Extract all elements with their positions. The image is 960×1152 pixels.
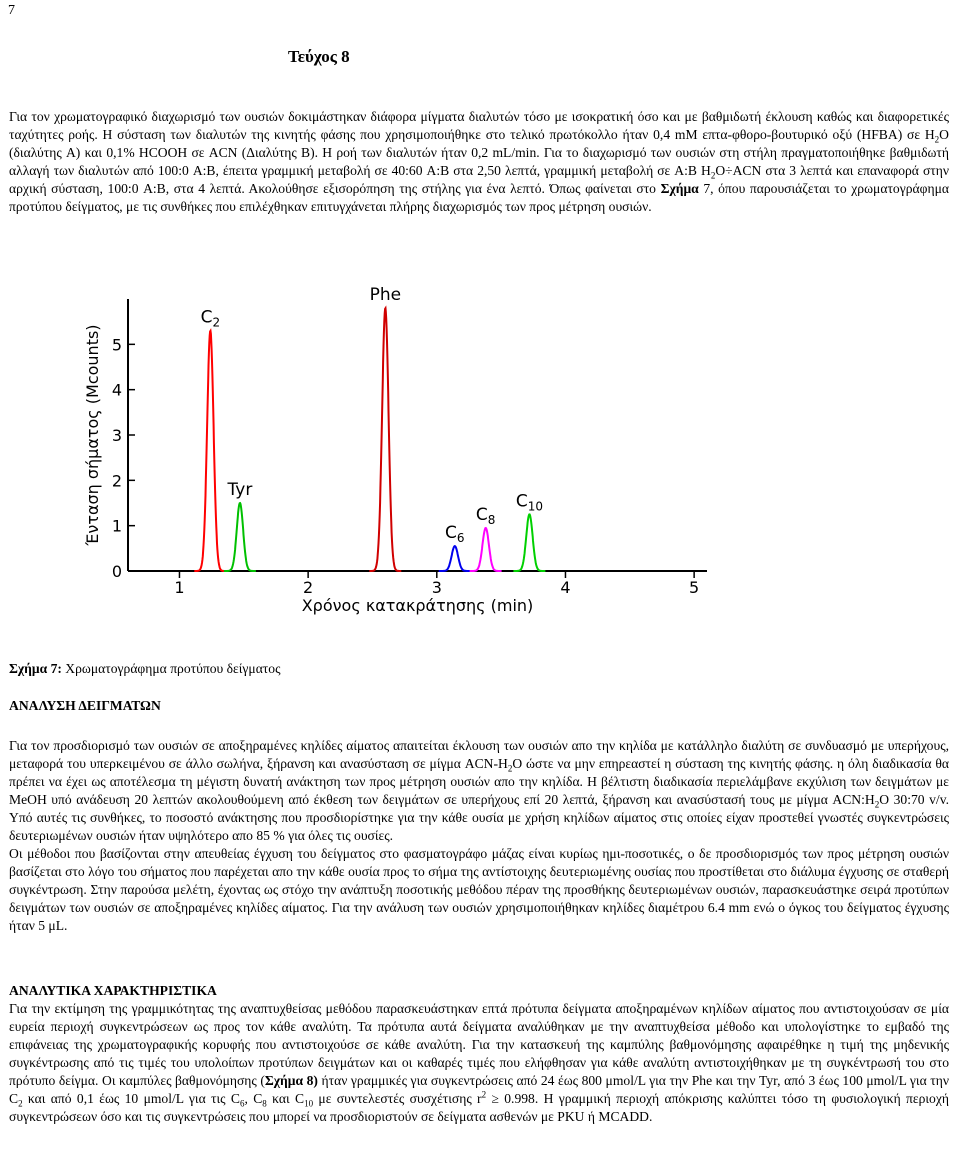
y-tick-label: 1 <box>111 516 122 536</box>
paragraph-linearity: Για την εκτίμηση της γραμμικότητας της αναπτυχθείσας μεθόδου παρασκευάστηκαν επτά πρότυπα δείγματα αποξηραμένων κηλίδων αίματος που αντιστοιχούσαν σε μία ευρεία περιοχή συγκεντρώσεων ως προς τον κάθε αναλύτη. Τα πρότυπα αυτά δείγματα αναλύθηκαν με την αναπτυχθείσα μέθοδο και υπολογίστηκε το εμβαδό της επιφάνειας της χρωματογραφικής κορυφής που αντιστοιχούσε σε κάθε αναλύτη. Για την κατασκευή της καμπύλης βαθμονόμησης αφαιρέθηκε η τιμή της μηδενικής συγκέντρωσης από τις τιμές του υπολοίπων προτύπων δειγμάτων και οι καθαρές τιμές που ελήφθησαν για κάθε αναλύτη αντιστοιχήθηκαν με τη συγκέντρωσή του στο πρότυπο δείγμα. Οι καμπύλες βαθμονόμησης (Σχήμα 8) ήταν γραμμικές για συγκεντρώσεις από 24 έως 800 μmol/L για την Phe και την Tyr, από 3 έως 100 μmol/L για την $C_2$ και από 0,1 έως 10 μmol/L για τις $C_6$, $C_8$ και $C_{10}$ με συντελεστές συσχέτισης $r^2 \ge 0.998$. Η γραμμική περιοχή απόκρισης καλύπτει τόσο τη φυσιολογική περιοχή συγκεντρώσεων όσο και τις συγκεντρώσεις που μπορεί να προσδιοριστούν σε δείγματα ασθενών με PKU ή MCADD. <box>9 1001 949 1124</box>
figure-caption-text: Χρωματογράφημα προτύπου δείγματος <box>61 661 281 676</box>
x-tick-label: 4 <box>560 578 571 597</box>
peak-tyr <box>224 503 256 571</box>
figure-ref: Σχήμα <box>660 181 699 196</box>
peak-c6 <box>439 546 471 571</box>
heading-analytical-characteristics: ΑΝΑΛΥΤΙΚΑ ΧΑΡΑΚΤΗΡΙΣΤΙΚΑ <box>9 983 217 998</box>
y-tick-label: 0 <box>111 562 122 581</box>
y-axis-label: Ένταση σήματος (Mcounts) <box>83 324 102 546</box>
y-tick-label: 5 <box>111 335 122 355</box>
figure-caption <box>9 660 280 678</box>
x-tick-label: 2 <box>303 578 314 597</box>
peak-label-phe: Phe <box>369 285 402 306</box>
peak-c8 <box>470 528 502 571</box>
x-tick-label: 1 <box>174 578 185 597</box>
x-axis-label: Χρόνος κατακράτησης (min) <box>301 596 534 615</box>
peak-label-c2: $C_2$ <box>200 307 221 330</box>
peak-phe <box>369 308 401 571</box>
paragraph-mobile-phase: Για τον χρωματογραφικό διαχωρισμό των ουσιών δοκιμάστηκαν διάφορα μίγματα διαλυτών τόσο με ισοκρατική όσο και με βαθμιδωτή έκλουση καθώς και διαφορετικές ταχύτητες ροής. Η σύσταση των διαλυτών της κινητής φάσης που χρησιμοποιήθηκε στο τελικό πρωτόκολλο ήταν 0,4 mM επτα-φθορο-βουτυρικό οξύ (HFBA) σε $H_2O$ (διαλύτης A) και 0,1% HCOOH σε ACN (Διαλύτης B). Η ροή των διαλυτών ήταν 0,2 mL/min. Για το διαχωρισμό των ουσιών στη στήλη πραγματοποιήθηκε βαθμιδωτή αλλαγή των διαλυτών από 100:0 A:B, έπειτα γραμμική μεταβολή σε 40:60 A:B στα 2,50 λεπτά, γραμμική μεταβολή σε A:B $H_2O\div ACN$ στα 3 λεπτά και επαναφορά στην αρχική σύσταση, 100:0 A:B, στα 4 λεπτά. Ακολούθησε εξισορόπηση της στήλης για ένα λεπτό. Όπως φαίνεται στο Σχήμα 7, όπου παρουσιάζεται το χρωματογράφημα προτύπου δείγματος, με τις συνθήκες που επιλέχθηκαν επιτυγχάνεται πλήρης διαχωρισμός των προς μέτρηση ουσιών. <box>9 109 949 214</box>
issue-title: Τεύχος 8 <box>288 47 350 66</box>
y-tick-label: 2 <box>111 471 122 491</box>
peak-c10 <box>513 514 545 571</box>
y-tick-label: 4 <box>111 380 122 400</box>
peak-label-c8: $C_8$ <box>475 504 496 527</box>
chromatogram-chart <box>80 275 720 615</box>
peak-label-tyr: Tyr <box>227 480 253 500</box>
peak-label-c10: $C_{10}$ <box>515 491 544 514</box>
figure-ref-8: Σχήμα 8) <box>264 1073 318 1088</box>
paragraph-sample-analysis: Για τον προσδιορισμό των ουσιών σε αποξηραμένες κηλίδες αίματος απαιτείται έκλουση των ουσιών απο την κηλίδα με κατάλληλο διαλύτη σε συνδυασμό με υπερήχους, μεταφορά του υπερκειμένου σε άλλο σωλήνα, ξήρανση και ανασύσταση σε μίγμα ACN-$H_2O$ ώστε να μην επηρεαστεί η σύσταση της κινητής φάσης. η όλη διαδικασία θα πρέπει να έχει ως αποτέλεσμα τη μέγιστη δυνατή ανάκτηση των προς μέτρηση ουσιών απο την κηλίδα. Η βέλτιστη διαδικασία περιελάμβανε εκχύλιση των δειγμάτων με MeOH υπό ανάδευση 20 λεπτών ακολουθούμενη από έκθεση των δειγμάτων σε υπερήχους επί 20 λεπτά, ξήρανση και ανασύστασή τους με μίγμα $ACN:H_2O$ 30:70 v/v. Υπό αυτές τις συνθήκες, το ποσοστό ανάκτησης που προσδιορίστηκε για την κάθε ουσία με χρήση κηλίδων αίματος στις οποίες είχαν προστεθεί γνωστές συγκεντρώσεις δευτεριωμένων ουσιών ήταν υψηλότερο απο 85 % για όλες τις ουσίες. Οι μέθοδοι που βασίζονται στην απευθείας έγχυση του δείγματος στο φασματογράφο μάζας είναι κυρίως ημι-ποσοτικές, ο δε προσδιορισμός των προς μέτρηση ουσιών βασίζεται στο λόγο του σήματος που παρέχεται απο την κάθε ουσία προς το σήμα της αντίστοιχης δευτεριωμένης ουσίας που προστίθεται στο διάλυμα έγχυσης σε σταθερή συγκέντρωση. Στην παρούσα μελέτη, έχοντας ως στόχο την ανάπτυξη ποσοτικής μεθόδου πέραν της προσθήκης δευτεριωμένων ουσιών, παρασκευάστηκε σειρά προτύπων δειγμάτων των ουσιών σε αποξηραμένες κηλίδες αίματος. Για την ανάλυση των ουσιών χρησιμοποιήθηκαν κηλίδες διαμέτρου 6.4 mm ενώ ο όγκος του δείγματος έγχυσης ήταν 5 μL. <box>9 738 950 933</box>
peak-c2 <box>194 331 226 571</box>
y-tick-label: 3 <box>111 426 122 445</box>
x-tick-label: 3 <box>431 578 442 597</box>
page-number: 7 <box>8 3 15 18</box>
peak-label-c6: $C_6$ <box>445 523 465 546</box>
heading-sample-analysis: ΑΝΑΛΥΣΗ ΔΕΙΓΜΑΤΩΝ <box>9 698 161 713</box>
figure-caption-label: Σχήμα 7: <box>9 661 62 676</box>
x-tick-label: 5 <box>689 578 700 597</box>
